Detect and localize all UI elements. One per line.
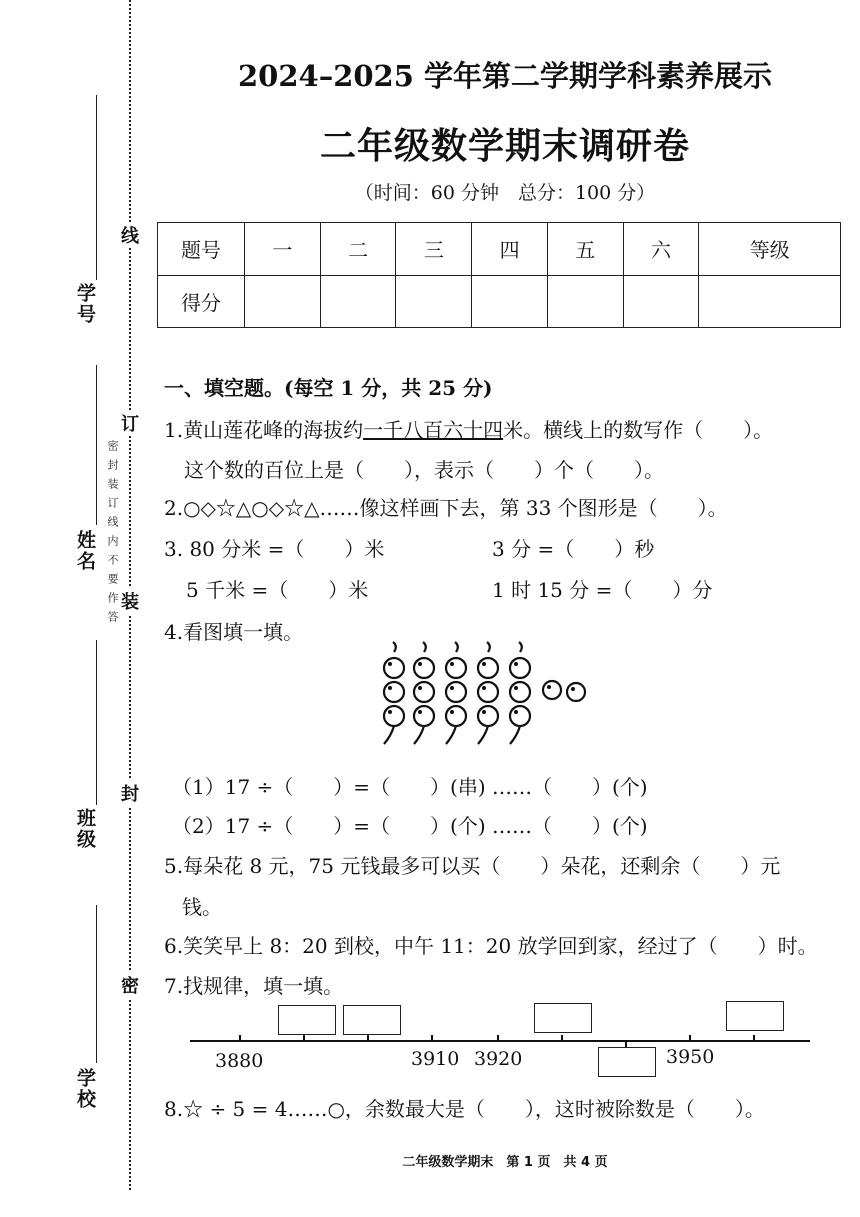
number-line-label-3880: 3880 [215,1050,264,1072]
score-cell[interactable] [320,275,396,328]
number-line-answer-box-3[interactable] [534,1003,592,1033]
exam-title-line2: 二年级数学期末调研卷 [319,126,690,167]
number-line-answer-box-2[interactable] [343,1005,401,1035]
q1-text-post: 米。横线上的数写作（ ）。 [503,418,774,442]
score-cell[interactable] [472,275,548,328]
q1-underlined-number: 一千八百六十四 [363,418,504,442]
score-table-header-row [158,223,841,276]
question-3a: 3. 80 分米 =（ ）米 [164,537,385,561]
question-3b: 3 分 =（ ）秒 [492,537,655,561]
question-4a: （1）17 ÷（ ）=（ ）(串) ……（ ）(个) [172,775,648,799]
score-table-score-row [158,275,841,328]
score-cell[interactable] [623,275,699,328]
score-cell[interactable] [699,275,841,328]
skewer-2 [414,642,434,744]
name-label: 姓名 [74,530,96,572]
score-header-cell: 一 [245,223,321,276]
school-field [96,905,97,1063]
score-header-cell: 六 [623,223,699,276]
question-1-line2: 这个数的百位上是（ ），表示（ ）个（ ）。 [184,458,664,482]
section-fill-blank-title: 一、填空题。(每空 1 分，共 25 分) [164,376,493,400]
question-4b: （2）17 ÷（ ）=（ ）(个) ……（ ）(个) [172,814,648,838]
school-label: 学校 [74,1068,96,1110]
question-5-line2: 钱。 [182,895,222,919]
number-line-label-3950: 3950 [666,1046,715,1068]
binding-warning-text: 密封装订线内不要作答 [106,440,119,630]
question-8: 8.☆ ÷ 5 = 4……○，余数最大是（ ），这时被除数是（ ）。 [164,1097,765,1121]
page-footer: 二年级数学期末 第 1 页 共 4 页 [402,1155,608,1170]
skewer-3 [446,642,466,744]
hawthorn-skewers-illustration [370,640,600,750]
score-cell[interactable] [547,275,623,328]
question-3d: 1 时 15 分 =（ ）分 [492,578,713,602]
score-header-cell: 三 [396,223,472,276]
skewer-1 [384,642,404,744]
score-header-cell: 五 [547,223,623,276]
binding-mark-ding: 订 [121,410,139,436]
score-header-cell: 四 [472,223,548,276]
exam-title-line1: 2024–2025 学年第二学期学科素养展示 [237,59,773,93]
student-id-field [96,95,97,280]
question-3c: 5 千米 =（ ）米 [186,578,369,602]
name-field [96,365,97,525]
number-line-label-3920: 3920 [474,1048,523,1070]
question-6: 6.笑笑早上 8：20 到校，中午 11：20 放学回到家，经过了（ ）时。 [164,934,818,958]
binding-mark-zhuang: 装 [121,588,139,614]
score-cell[interactable] [245,275,321,328]
score-row-label: 得分 [158,275,245,328]
class-field [96,640,97,805]
number-line-answer-box-5[interactable] [598,1047,656,1077]
number-line-label-3910: 3910 [411,1048,460,1070]
skewer-5 [510,642,530,744]
number-line-answer-box-4[interactable] [726,1001,784,1031]
question-2: 2.○◇☆△○◇☆△……像这样画下去，第 33 个图形是（ ）。 [164,496,728,520]
class-label: 班级 [74,808,96,850]
score-header-cell: 题号 [158,223,245,276]
question-4-title: 4.看图填一填。 [164,620,304,644]
question-1 [164,414,773,443]
number-line [185,1035,815,1047]
exam-time-score: （时间：60 分钟 总分：100 分） [354,182,656,204]
q1-text-pre: 1.黄山莲花峰的海拔约 [164,418,364,442]
binding-mark-feng: 封 [121,780,139,806]
number-line-answer-box-1[interactable] [278,1005,336,1035]
binding-mark-mi: 密 [121,972,139,998]
score-header-cell: 二 [320,223,396,276]
student-id-label: 学号 [74,283,96,325]
binding-mark-xian: 线 [121,222,139,248]
score-table [157,222,841,328]
skewer-4 [478,642,498,744]
score-cell[interactable] [396,275,472,328]
loose-hawthorns [543,681,585,701]
question-7-title: 7.找规律，填一填。 [164,974,344,998]
question-5-line1: 5.每朵花 8 元，75 元钱最多可以买（ ）朵花，还剩余（ ）元 [164,854,781,878]
score-header-cell: 等级 [699,223,841,276]
